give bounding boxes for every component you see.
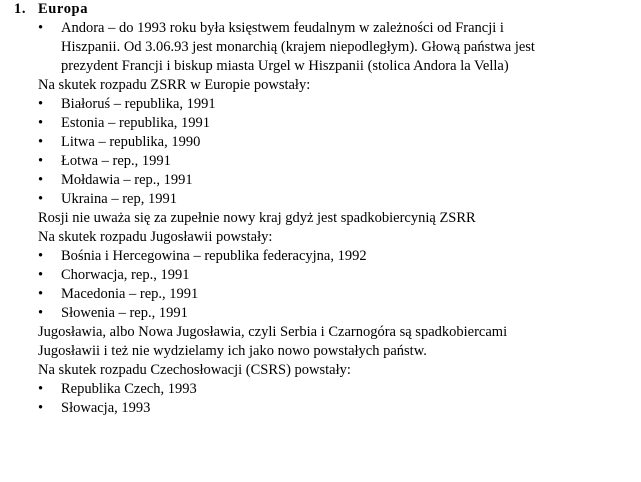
list-item [0, 399, 561, 418]
list-item [0, 171, 561, 190]
list-item-text: Chorwacja, rep., 1991 [61, 267, 190, 283]
bullet-icon: • [38, 191, 44, 207]
bullet-icon: • [38, 286, 44, 302]
list-item [0, 133, 561, 152]
paragraph: Na skutek rozpadu Jugosławii powstały: [38, 229, 273, 245]
list-item [0, 380, 561, 399]
list-item-text: Mołdawia – rep., 1991 [61, 172, 193, 188]
bullet-icon: • [38, 115, 44, 131]
list-item-text: Estonia – republika, 1991 [61, 115, 211, 131]
list-item-text: Łotwa – rep., 1991 [61, 153, 171, 169]
list-item [0, 304, 561, 323]
paragraph: Na skutek rozpadu Czechosłowacji (CSRS) powstały: [38, 362, 351, 378]
bullet-icon: • [38, 267, 44, 283]
list-item [0, 247, 561, 266]
paragraph: Jugosławia, albo Nowa Jugosławia, czyli Serbia i Czarnogóra są spadkobiercami Jugosławii i też nie wydzielamy ich jako nowo powstałych państw. [38, 324, 508, 359]
list-item-text: Bośnia i Hercegowina – republika federacyjna, 1992 [61, 248, 367, 264]
bullet-icon: • [38, 248, 44, 264]
bullet-icon: • [38, 172, 44, 188]
list-item [0, 266, 561, 285]
bullet-icon: • [38, 400, 44, 416]
bullet-icon: • [38, 134, 44, 150]
list-item-text: Białoruś – republika, 1991 [61, 96, 216, 112]
paragraph: Na skutek rozpadu ZSRR w Europie powstały: [38, 77, 311, 93]
list-item-text: Słowacja, 1993 [61, 400, 151, 416]
list-item-text: Słowenia – rep., 1991 [61, 305, 188, 321]
list-item-text: Republika Czech, 1993 [61, 381, 197, 397]
list-item-text: Ukraina – rep, 1991 [61, 191, 177, 207]
list-item-text: Andora – do 1993 roku była księstwem feudalnym w zależności od Francji i Hiszpanii. Od 3.06.93 jest monarchią (krajem niepodległym). Głową państwa jest prezydent Francji i biskup miasta Urgel w Hiszpanii (stolica Andora la Vella) [61, 20, 535, 74]
list-item-text: Litwa – republika, 1990 [61, 134, 201, 150]
list-item [0, 285, 561, 304]
list-item [0, 19, 561, 76]
bullet-icon: • [38, 381, 44, 397]
list-item [0, 114, 561, 133]
paragraph: Rosji nie uważa się za zupełnie nowy kraj gdyż jest spadkobiercynią ZSRR [38, 210, 476, 226]
list-item [0, 152, 561, 171]
bullet-icon: • [38, 20, 44, 36]
bullet-icon: • [38, 153, 44, 169]
list-item-text: Macedonia – rep., 1991 [61, 286, 199, 302]
section-number: 1. [14, 1, 27, 17]
bullet-icon: • [38, 305, 44, 321]
bullet-icon: • [38, 96, 44, 112]
list-item [0, 190, 561, 209]
list-item [0, 95, 561, 114]
section-title: Europa [38, 1, 89, 17]
section-heading [0, 0, 641, 19]
